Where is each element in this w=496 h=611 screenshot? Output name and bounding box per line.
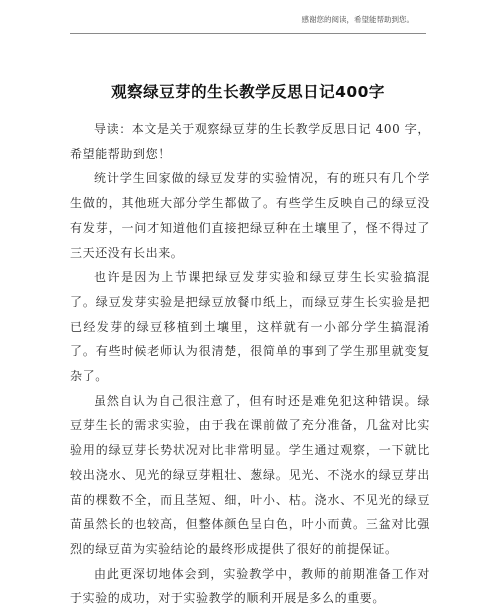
header-note: 感谢您的阅读，希望能帮助到您。 [301,15,414,24]
document-title: 观察绿豆芽的生长教学反思日记400字 [111,83,385,101]
paragraph: 虽然自认为自己很注意了，但有时还是难免犯这种错误。绿豆芽生长的需求实验，由于我在课前做了充分准备，几盆对比实验用的绿豆芽长势状况对比非常明显。学生通过观察，一下就比较出浇水、见光的绿豆芽粗壮、葱绿。见光、不浇水的绿豆芽出苗的棵数不全，而且茎短、细，叶小、枯。浇水、不见光的绿豆苗虽然长的也较高，但整体颜色呈白色，叶小而黄。三盆对比强烈的绿豆苗为实验结论的最终形成提供了很好的前提保证。 [70,393,430,556]
paragraph: 由此更深切地体会到，实验教学中，教师的前期准备工作对于实验的成功，对于实验教学的顺利开展是多么的重要。 [70,566,430,606]
paragraph: 统计学生回家做的绿豆发芽的实验情况，有的班只有几个学生做的，其他班大部分学生都做了。有些学生反映自己的绿豆没有发芽，一问才知道他们直接把绿豆种在土壤里了，怪不得过了三天还没有长出来。 [70,171,430,260]
paragraph: 也许是因为上节课把绿豆发芽实验和绿豆芽生长实验搞混了。绿豆发芽实验是把绿豆放餐巾纸上，而绿豆芽生长实验是把已经发芽的绿豆移植到土壤里，这样就有一小部分学生搞混淆了。有些时候老师认为很清楚，很简单的事到了学生那里就变复杂了。 [70,270,430,384]
header-divider [70,33,426,34]
document-body [70,117,430,611]
paragraph-intro: 导读：本文是关于观察绿豆芽的生长教学反思日记 400 字，希望能帮助到您！ [70,122,430,161]
